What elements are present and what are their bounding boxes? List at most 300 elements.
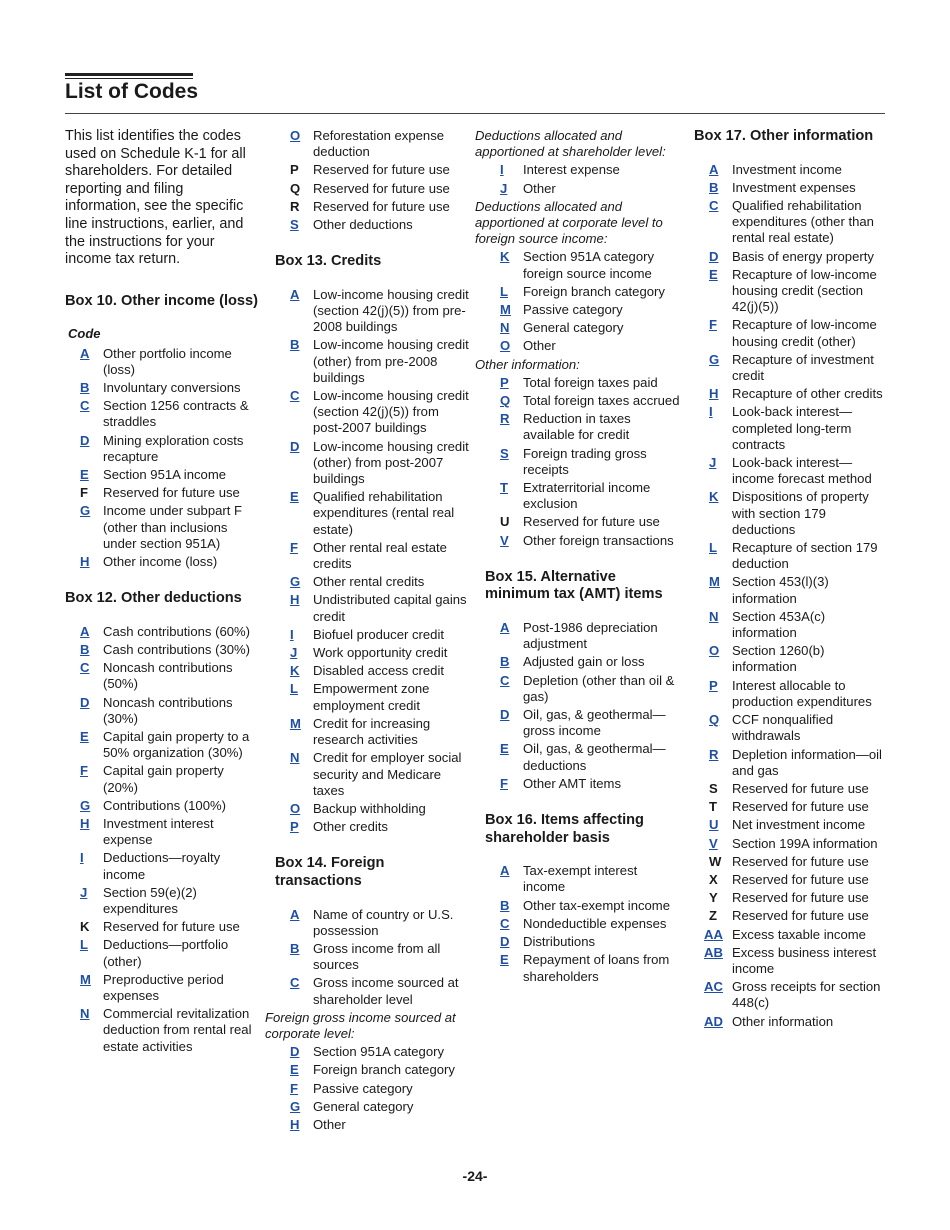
code-description: Qualified rehabilitation expenditures (rental real estate) xyxy=(313,489,455,537)
code-description: Section 453(l)(3) information xyxy=(732,574,829,606)
code-link[interactable]: D xyxy=(709,248,719,264)
code-row xyxy=(275,819,471,835)
code-row xyxy=(485,654,681,670)
code-link[interactable]: Q xyxy=(500,393,511,409)
code-row xyxy=(275,217,471,233)
code-description: Cash contributions (30%) xyxy=(103,641,251,657)
code-description: Net investment income xyxy=(732,817,866,833)
code-link[interactable]: C xyxy=(709,198,719,213)
code-description: Backup withholding xyxy=(313,800,426,816)
code-link[interactable]: F xyxy=(709,317,717,333)
code-description: Reserved for future use xyxy=(313,162,450,178)
code-link[interactable]: N xyxy=(709,608,719,624)
code-row xyxy=(694,712,890,744)
code-link[interactable]: O xyxy=(290,128,301,143)
code-row xyxy=(485,338,681,354)
code-link[interactable]: O xyxy=(500,338,511,354)
code-letter: Z xyxy=(709,908,717,924)
code-row xyxy=(694,609,890,641)
code-letter: R xyxy=(290,198,300,214)
code-description: Dispositions of property with section 179 deductions xyxy=(732,489,869,537)
code-link[interactable]: L xyxy=(709,540,717,556)
code-row xyxy=(694,489,890,538)
code-link[interactable]: A xyxy=(80,623,90,639)
code-link[interactable]: A xyxy=(500,863,510,879)
code-row xyxy=(275,941,471,973)
code-description: Gross income from all sources xyxy=(313,940,441,973)
code-row xyxy=(65,763,261,795)
code-link[interactable]: R xyxy=(709,746,719,762)
code-description: Credit for employer social security and Medicare taxes xyxy=(313,750,462,798)
code-description: Section 951A income xyxy=(103,466,227,482)
code-description: Section 951A category xyxy=(313,1044,445,1060)
code-link[interactable]: C xyxy=(500,672,510,688)
box10-list xyxy=(65,346,261,571)
code-description: Reserved for future use xyxy=(313,180,450,196)
column-3 xyxy=(475,128,681,1005)
code-description: Low-income housing credit (other) from pre-2008 buildings xyxy=(313,337,469,385)
code-link[interactable]: H xyxy=(80,553,90,569)
code-row xyxy=(65,937,261,969)
code-link[interactable]: B xyxy=(80,379,90,395)
code-row xyxy=(65,885,261,917)
code-row xyxy=(275,592,471,624)
code-row xyxy=(485,393,681,409)
code-row xyxy=(694,249,890,265)
code-row xyxy=(275,181,471,197)
code-link[interactable]: L xyxy=(290,681,298,697)
code-description: Section 453A(c) information xyxy=(732,608,826,641)
code-description: Extraterritorial income exclusion xyxy=(523,480,651,512)
code-row xyxy=(694,267,890,316)
code-row xyxy=(694,945,890,977)
column-2 xyxy=(265,128,471,1153)
code-link[interactable]: AB xyxy=(704,944,723,960)
code-link[interactable]: S xyxy=(290,217,299,233)
code-link[interactable]: R xyxy=(500,411,510,427)
code-link[interactable]: H xyxy=(290,592,300,608)
code-row xyxy=(694,927,890,943)
code-link[interactable]: U xyxy=(709,817,719,833)
box12-heading: Box 12. Other deductions xyxy=(65,590,242,607)
code-link[interactable]: E xyxy=(80,466,89,482)
code-link[interactable]: G xyxy=(80,797,91,813)
title-divider xyxy=(65,113,885,114)
code-description: Excess taxable income xyxy=(732,926,866,942)
code-description: Credit for increasing research activities xyxy=(313,715,431,748)
code-link[interactable]: J xyxy=(80,884,88,900)
code-link[interactable]: G xyxy=(80,503,91,519)
code-row xyxy=(694,317,890,349)
code-description: Other xyxy=(523,338,556,354)
code-link[interactable]: C xyxy=(290,388,300,404)
code-description: Mining exploration costs recapture xyxy=(103,432,244,464)
box17-heading: Box 17. Other information xyxy=(694,128,874,144)
code-row xyxy=(485,284,681,300)
box16-heading: Box 16. Items affecting shareholder basis xyxy=(485,812,644,846)
code-row xyxy=(485,480,681,512)
code-description: Post-1986 depreciation adjustment xyxy=(523,620,658,652)
code-description: Biofuel producer credit xyxy=(313,626,445,642)
code-link[interactable]: E xyxy=(709,266,718,282)
code-row xyxy=(694,908,890,924)
code-description: Foreign branch category xyxy=(523,283,665,299)
code-letter: F xyxy=(80,485,88,501)
code-letter: T xyxy=(709,799,717,815)
code-link[interactable]: I xyxy=(709,404,713,420)
code-row xyxy=(275,1044,471,1060)
title-top-rule xyxy=(65,73,193,76)
subheading: Deductions allocated and apportioned at corporate level to foreign source income: xyxy=(475,198,663,247)
code-description: Deductions—portfolio (other) xyxy=(103,937,229,969)
code-row xyxy=(694,890,890,906)
box14-list-continued xyxy=(475,128,681,549)
code-link[interactable]: F xyxy=(290,1080,298,1096)
code-description: Reserved for future use xyxy=(103,919,240,935)
code-description: Name of country or U.S. possession xyxy=(313,906,454,938)
code-description: Other credits xyxy=(313,819,388,835)
code-link[interactable]: E xyxy=(290,1062,299,1078)
code-link[interactable]: I xyxy=(80,850,84,866)
code-link[interactable]: F xyxy=(500,775,508,791)
code-link[interactable]: V xyxy=(500,532,509,548)
code-link[interactable]: AD xyxy=(704,1013,723,1029)
code-row xyxy=(275,750,471,799)
code-row xyxy=(275,975,471,1007)
code-row xyxy=(694,574,890,606)
code-link[interactable]: D xyxy=(500,707,510,723)
box13-list xyxy=(275,287,471,836)
code-link[interactable]: C xyxy=(500,915,510,931)
code-description: Gross receipts for section 448(c) xyxy=(732,979,881,1011)
code-link[interactable]: C xyxy=(80,398,90,414)
code-row xyxy=(694,180,890,196)
code-description: Other information xyxy=(732,1013,834,1029)
code-link[interactable]: D xyxy=(500,934,510,950)
code-link[interactable]: K xyxy=(500,249,510,265)
code-link[interactable]: I xyxy=(290,626,294,642)
code-link[interactable]: N xyxy=(290,750,300,766)
code-link[interactable]: S xyxy=(500,445,509,461)
code-description: Look-back interest—completed long-term contracts xyxy=(732,404,853,452)
code-link[interactable]: G xyxy=(290,1098,301,1114)
code-description: Excess business interest income xyxy=(732,944,877,976)
code-row xyxy=(275,337,471,386)
code-letter: U xyxy=(500,514,510,530)
code-row xyxy=(485,446,681,478)
code-link[interactable]: A xyxy=(500,620,510,636)
code-link[interactable]: G xyxy=(290,574,301,590)
code-description: Section 1260(b) information xyxy=(732,643,825,675)
code-row xyxy=(694,854,890,870)
code-link[interactable]: N xyxy=(80,1006,90,1022)
code-description: Investment expenses xyxy=(732,179,856,195)
code-row xyxy=(275,540,471,572)
code-link[interactable]: L xyxy=(500,283,508,299)
box15-heading: Box 15. Alternative minimum tax (AMT) items xyxy=(485,568,663,603)
code-description: Involuntary conversions xyxy=(103,379,241,395)
code-link[interactable]: D xyxy=(290,1044,300,1060)
title-top-rule-thin xyxy=(65,78,193,79)
code-link[interactable]: H xyxy=(80,816,90,832)
code-row xyxy=(275,681,471,713)
code-link[interactable]: AC xyxy=(704,979,723,995)
code-row xyxy=(694,836,890,852)
code-link[interactable]: B xyxy=(500,654,510,670)
code-description: Section 199A information xyxy=(732,835,878,851)
code-link[interactable]: N xyxy=(500,320,510,336)
code-link[interactable]: I xyxy=(500,162,504,178)
code-description: Cash contributions (60%) xyxy=(103,623,251,639)
code-row xyxy=(694,404,890,453)
code-description: Recapture of other credits xyxy=(732,386,883,402)
code-link[interactable]: P xyxy=(290,819,299,835)
code-description: Recapture of low-income housing credit (other) xyxy=(732,317,877,349)
code-link[interactable]: J xyxy=(290,645,298,661)
code-row xyxy=(485,620,681,652)
code-link[interactable]: A xyxy=(290,906,300,922)
code-row xyxy=(65,798,261,814)
code-description: Other portfolio income (loss) xyxy=(103,345,232,377)
column-1 xyxy=(65,128,261,1075)
subheading: Other information: xyxy=(475,356,580,372)
code-link[interactable]: B xyxy=(709,179,719,195)
code-link[interactable]: B xyxy=(290,940,300,956)
code-description: Look-back interest—income forecast method xyxy=(732,455,872,487)
code-description: Work opportunity credit xyxy=(313,645,448,661)
code-description: Empowerment zone employment credit xyxy=(313,681,430,713)
code-row xyxy=(65,695,261,727)
code-row xyxy=(275,1117,471,1133)
code-row xyxy=(694,747,890,779)
page-number: -24- xyxy=(462,1168,488,1184)
code-link[interactable]: E xyxy=(80,729,89,744)
code-letter: Y xyxy=(709,890,718,906)
code-letter: W xyxy=(709,853,722,869)
code-description: Other income (loss) xyxy=(103,553,218,569)
code-row xyxy=(485,514,681,530)
code-description: Reserved for future use xyxy=(523,514,660,530)
code-description: Preproductive period expenses xyxy=(103,971,224,1004)
code-description: Tax-exempt interest income xyxy=(523,863,638,895)
code-row xyxy=(694,643,890,675)
code-link[interactable]: A xyxy=(290,286,300,302)
code-row xyxy=(65,816,261,848)
code-link[interactable]: M xyxy=(500,302,511,318)
code-row xyxy=(485,249,681,281)
code-row xyxy=(65,398,261,430)
code-link[interactable]: F xyxy=(290,539,298,555)
code-description: Oil, gas, & geothermal—deductions xyxy=(523,741,666,773)
code-link[interactable]: M xyxy=(290,715,301,731)
code-link[interactable]: F xyxy=(80,763,88,779)
code-link[interactable]: A xyxy=(80,345,90,361)
code-row xyxy=(485,863,681,895)
box13-heading: Box 13. Credits xyxy=(275,253,382,270)
code-link[interactable]: V xyxy=(709,835,718,851)
code-link[interactable]: P xyxy=(709,677,718,693)
code-description: Interest allocable to production expenditures xyxy=(732,677,872,709)
code-row xyxy=(485,952,681,984)
code-description: Low-income housing credit (section 42(j)(5)) from post-2007 buildings xyxy=(313,388,469,436)
code-row xyxy=(65,919,261,935)
code-row xyxy=(485,375,681,391)
code-row xyxy=(485,533,681,549)
code-description: Income under subpart F (other than inclusions under section 951A) xyxy=(103,503,243,551)
code-description: Other deductions xyxy=(313,217,413,233)
code-row xyxy=(65,1006,261,1055)
box10-heading: Box 10. Other income (loss) xyxy=(65,292,259,309)
code-row xyxy=(694,1014,890,1030)
code-description: Reserved for future use xyxy=(313,198,450,214)
code-description: Investment interest expense xyxy=(103,816,214,848)
code-description: Reserved for future use xyxy=(732,780,869,796)
code-description: Other rental credits xyxy=(313,574,425,590)
code-description: Total foreign taxes paid xyxy=(523,374,658,390)
code-description: Low-income housing credit (section 42(j)(5)) from pre-2008 buildings xyxy=(313,286,469,335)
code-description: Other AMT items xyxy=(523,775,621,791)
code-description: Commercial revitalization deduction from rental real estate activities xyxy=(103,1006,252,1054)
code-link[interactable]: G xyxy=(709,351,720,367)
code-description: Reserved for future use xyxy=(103,485,240,501)
code-row xyxy=(694,781,890,797)
code-description: Noncash contributions (50%) xyxy=(103,660,233,692)
code-description: Oil, gas, & geothermal—gross income xyxy=(523,707,666,739)
code-row xyxy=(485,741,681,773)
code-link[interactable]: D xyxy=(80,694,90,710)
code-row xyxy=(65,660,261,692)
code-description: Capital gain property (20%) xyxy=(103,763,224,795)
code-letter: K xyxy=(80,919,90,935)
code-link[interactable]: D xyxy=(80,432,90,448)
code-link[interactable]: Q xyxy=(709,712,720,728)
code-description: Interest expense xyxy=(523,162,620,178)
code-row xyxy=(65,485,261,501)
code-description: Other tax-exempt income xyxy=(523,897,670,913)
code-row xyxy=(275,574,471,590)
code-description: Depletion information—oil and gas xyxy=(732,746,882,778)
code-link[interactable]: B xyxy=(290,337,300,353)
code-description: Reserved for future use xyxy=(732,853,869,869)
code-link[interactable]: K xyxy=(290,663,300,679)
code-description: Section 951A category foreign source income xyxy=(523,249,655,281)
code-row xyxy=(694,455,890,487)
code-link[interactable]: H xyxy=(290,1116,300,1132)
code-row xyxy=(65,503,261,552)
code-link[interactable]: H xyxy=(709,386,719,402)
code-row xyxy=(694,386,890,402)
code-link[interactable]: J xyxy=(500,180,508,196)
code-description: Reserved for future use xyxy=(732,908,869,924)
code-description: Other rental real estate credits xyxy=(313,539,447,572)
code-row xyxy=(485,673,681,705)
code-row xyxy=(275,388,471,437)
code-link[interactable]: O xyxy=(290,800,301,816)
code-link[interactable]: C xyxy=(80,660,90,676)
code-row xyxy=(275,801,471,817)
code-description: Low-income housing credit (other) from post-2007 buildings xyxy=(313,438,469,487)
code-description: Repayment of loans from shareholders xyxy=(523,952,670,984)
code-description: Contributions (100%) xyxy=(103,797,226,813)
code-link[interactable]: AA xyxy=(704,926,723,942)
subheading: Deductions allocated and apportioned at shareholder level: xyxy=(475,128,666,160)
code-row xyxy=(485,916,681,932)
code-link[interactable]: M xyxy=(709,574,720,590)
code-link[interactable]: J xyxy=(709,455,717,471)
code-row xyxy=(275,439,471,488)
code-link[interactable]: O xyxy=(709,643,720,659)
code-row xyxy=(694,352,890,384)
code-description: Passive category xyxy=(313,1080,413,1096)
code-row xyxy=(275,907,471,939)
code-link[interactable]: L xyxy=(80,937,88,953)
code-letter: Q xyxy=(290,180,301,196)
code-letter: S xyxy=(709,780,718,796)
code-row xyxy=(694,799,890,815)
code-description: Reserved for future use xyxy=(732,799,869,815)
code-row xyxy=(694,162,890,178)
box16-list xyxy=(485,863,681,984)
code-row xyxy=(694,198,890,247)
code-description: General category xyxy=(523,320,624,336)
code-link[interactable]: B xyxy=(500,897,510,913)
code-link[interactable]: E xyxy=(500,952,509,968)
code-description: Deductions—royalty income xyxy=(103,850,221,882)
code-description: Depletion (other than oil & gas) xyxy=(523,672,675,704)
code-row xyxy=(275,716,471,748)
code-row xyxy=(485,776,681,792)
code-row xyxy=(275,1081,471,1097)
code-link[interactable]: E xyxy=(500,741,509,757)
code-link[interactable]: M xyxy=(80,971,91,987)
code-row xyxy=(65,624,261,640)
code-description: CCF nonqualified withdrawals xyxy=(732,712,834,744)
code-row xyxy=(485,707,681,739)
code-row xyxy=(275,489,471,538)
code-row xyxy=(485,181,681,197)
code-description: Passive category xyxy=(523,302,623,318)
code-description: Total foreign taxes accrued xyxy=(523,393,680,409)
code-row xyxy=(275,199,471,215)
code-description: Other xyxy=(313,1116,346,1132)
code-row xyxy=(275,663,471,679)
code-link[interactable]: A xyxy=(709,161,719,177)
code-description: Distributions xyxy=(523,934,596,950)
code-description: Capital gain property to a 50% organization (30%) xyxy=(103,729,250,761)
code-description: Recapture of low-income housing credit (section 42(j)(5)) xyxy=(732,266,877,315)
code-link[interactable]: C xyxy=(290,975,300,991)
code-description: Section 59(e)(2) expenditures xyxy=(103,884,197,917)
code-link[interactable]: E xyxy=(290,489,299,505)
code-link[interactable]: K xyxy=(709,489,719,505)
code-description: Reserved for future use xyxy=(732,871,869,887)
code-link[interactable]: T xyxy=(500,480,508,496)
box12-list-continued xyxy=(275,128,471,233)
code-row xyxy=(485,302,681,318)
code-link[interactable]: D xyxy=(290,438,300,454)
code-description: Other foreign transactions xyxy=(523,532,674,548)
code-link[interactable]: B xyxy=(80,641,90,657)
code-link[interactable]: P xyxy=(500,374,509,390)
code-description: Basis of energy property xyxy=(732,248,874,264)
intro-text: This list identifies the codes used on Schedule K-1 for all shareholders. For detailed reporting and filing information, see the specific line instructions, earlier, and the instructions for your income tax return. xyxy=(65,128,246,268)
code-row xyxy=(694,979,890,1011)
code-row xyxy=(275,162,471,178)
code-row xyxy=(275,1099,471,1115)
code-description: Disabled access credit xyxy=(313,663,444,679)
code-description: Gross income sourced at shareholder level xyxy=(313,975,459,1007)
code-row xyxy=(485,934,681,950)
